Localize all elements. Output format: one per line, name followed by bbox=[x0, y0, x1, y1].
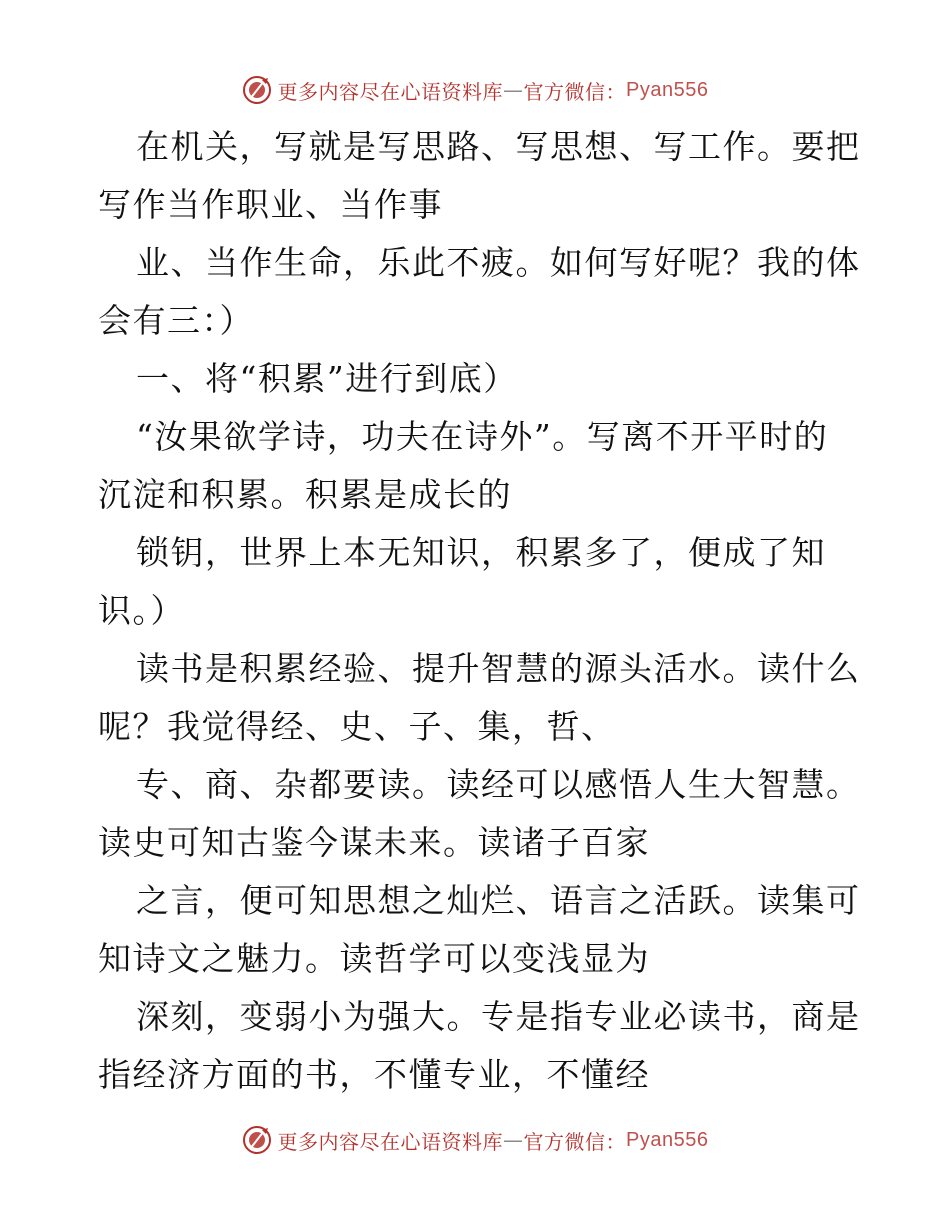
watermark-wechat-id: Pyan556 bbox=[626, 1128, 709, 1151]
text-line: 会有三：） bbox=[98, 301, 254, 340]
quill-logo-icon bbox=[242, 75, 272, 105]
text-line: 识。） bbox=[98, 591, 185, 630]
footer-watermark bbox=[0, 1122, 950, 1158]
watermark-text: 更多内容尽在心语资料库 bbox=[277, 79, 504, 104]
text-line: 写作当作职业、当作事 bbox=[98, 185, 443, 224]
section-heading: 一、将“积累”进行到底） bbox=[136, 359, 518, 398]
watermark-wechat-label: 官方微信： bbox=[523, 1129, 627, 1154]
text-line: 深刻，变弱小为强大。专是指专业必读书，商是 bbox=[136, 997, 861, 1036]
text-line: 业、当作生命，乐此不疲。如何写好呢？我的体 bbox=[136, 243, 861, 282]
text-line: 沉淀和积累。积累是成长的 bbox=[98, 475, 512, 514]
text-line: 之言，便可知思想之灿烂、语言之活跃。读集可 bbox=[136, 881, 861, 920]
watermark-wechat-id: Pyan556 bbox=[626, 78, 709, 101]
watermark-wechat-label: 官方微信： bbox=[523, 79, 627, 104]
watermark-separator: — bbox=[503, 1128, 524, 1152]
text-line: “汝果欲学诗，功夫在诗外”。写离不开平时的 bbox=[136, 417, 829, 456]
text-line: 呢？我觉得经、史、子、集，哲、 bbox=[98, 707, 616, 746]
text-line: 锁钥，世界上本无知识，积累多了，便成了知 bbox=[136, 533, 826, 572]
text-line: 在机关，写就是写思路、写思想、写工作。要把 bbox=[136, 127, 861, 166]
text-line: 读史可知古鉴今谋未来。读诸子百家 bbox=[98, 823, 650, 862]
quill-logo-icon bbox=[242, 1125, 272, 1155]
watermark-separator: — bbox=[503, 78, 524, 102]
text-line: 指经济方面的书，不懂专业，不懂经 bbox=[98, 1055, 650, 1094]
watermark-text: 更多内容尽在心语资料库 bbox=[277, 1129, 504, 1154]
text-line: 读书是积累经验、提升智慧的源头活水。读什么 bbox=[136, 649, 861, 688]
text-line: 专、商、杂都要读。读经可以感悟人生大智慧。 bbox=[136, 765, 861, 804]
text-line: 知诗文之魅力。读哲学可以变浅显为 bbox=[98, 939, 650, 978]
document-body bbox=[98, 118, 861, 1104]
header-watermark bbox=[0, 72, 950, 108]
